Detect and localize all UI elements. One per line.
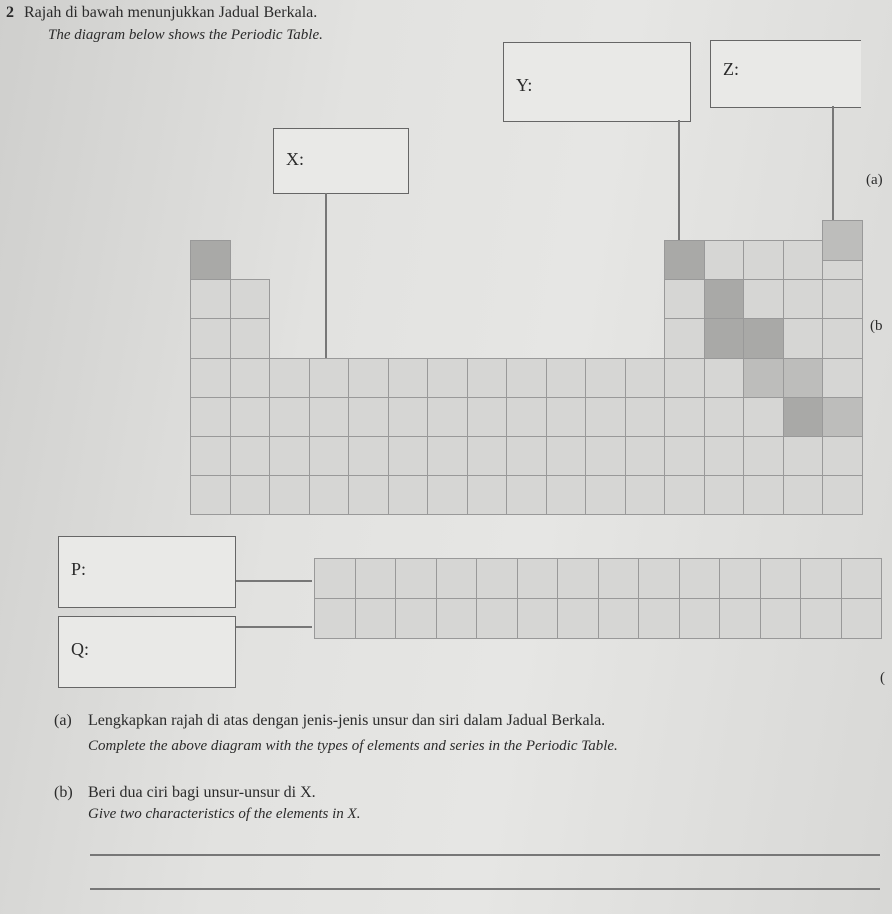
f-block-cell: [476, 558, 518, 599]
table-cell: [230, 279, 271, 319]
table-cell: [388, 397, 429, 437]
table-cell: [783, 475, 824, 515]
table-cell: [230, 397, 271, 437]
table-cell: [309, 397, 350, 437]
f-block-cell: [436, 598, 478, 639]
margin-label-b: (b: [870, 318, 883, 334]
f-block-cell: [760, 558, 802, 599]
margin-label-a: (a): [866, 172, 883, 188]
answer-box-y[interactable]: [503, 42, 691, 122]
table-cell: [664, 240, 705, 280]
table-cell: [743, 436, 784, 476]
f-block-cell: [638, 598, 680, 639]
table-cell: [230, 436, 271, 476]
table-cell: [743, 397, 784, 437]
table-cell: [506, 436, 547, 476]
label-p: P:: [71, 559, 87, 579]
label-y: Y:: [516, 75, 533, 95]
part-a-english: Complete the above diagram with the types of elements and series in the Periodic Table.: [88, 738, 618, 754]
table-cell: [190, 475, 231, 515]
answer-box-q[interactable]: [58, 616, 236, 688]
table-cell: [822, 318, 863, 358]
table-cell: [585, 358, 626, 398]
table-cell: [190, 397, 231, 437]
table-cell: [743, 318, 784, 358]
f-block-cell: [355, 598, 397, 639]
f-block-cell: [679, 558, 721, 599]
table-cell: [704, 279, 745, 319]
f-block-cell: [841, 598, 883, 639]
table-cell: [309, 358, 350, 398]
table-cell: [822, 475, 863, 515]
table-cell: [506, 358, 547, 398]
table-cell: [190, 240, 231, 280]
table-cell: [348, 436, 389, 476]
table-cell: [625, 358, 666, 398]
label-x: X:: [286, 149, 304, 169]
table-cell: [783, 397, 824, 437]
table-cell: [388, 436, 429, 476]
table-cell: [309, 436, 350, 476]
f-block-cell: [760, 598, 802, 639]
part-b-label: (b): [54, 784, 73, 801]
table-cell: [546, 358, 587, 398]
f-block-cell: [598, 558, 640, 599]
f-block-cell: [395, 558, 437, 599]
f-block-cell: [719, 558, 761, 599]
f-block-cell: [800, 558, 842, 599]
part-a-malay: Lengkapkan rajah di atas dengan jenis-jenis unsur dan siri dalam Jadual Berkala.: [88, 712, 606, 729]
table-cell: [743, 240, 784, 280]
f-block-cell: [679, 598, 721, 639]
answer-box-z[interactable]: [710, 40, 861, 108]
part-b-malay: Beri dua ciri bagi unsur-unsur di X.: [88, 784, 316, 801]
table-cell: [743, 279, 784, 319]
answer-box-p[interactable]: [58, 536, 236, 608]
table-cell: [664, 358, 705, 398]
table-cell: [348, 358, 389, 398]
table-cell: [625, 436, 666, 476]
table-cell: [704, 436, 745, 476]
table-cell: [230, 358, 271, 398]
f-block-cell: [355, 558, 397, 599]
table-cell: [743, 475, 784, 515]
f-block-cell: [476, 598, 518, 639]
table-cell: [467, 358, 508, 398]
f-block-cell: [557, 598, 599, 639]
table-cell: [625, 475, 666, 515]
table-cell: [783, 436, 824, 476]
table-cell: [822, 436, 863, 476]
table-cell: [269, 358, 310, 398]
table-cell: [783, 358, 824, 398]
table-cell: [546, 436, 587, 476]
question-title-english: The diagram below shows the Periodic Table.: [48, 27, 323, 43]
table-cell: [783, 240, 824, 280]
label-q: Q:: [71, 639, 89, 659]
part-a-label: (a): [54, 712, 72, 729]
f-block-cell: [598, 598, 640, 639]
f-block-cell: [557, 558, 599, 599]
table-cell: [704, 240, 745, 280]
table-cell: [822, 220, 863, 260]
table-cell: [743, 358, 784, 398]
f-block-cell: [517, 598, 559, 639]
f-block-cell: [436, 558, 478, 599]
table-cell: [427, 436, 468, 476]
table-cell: [348, 475, 389, 515]
table-cell: [704, 358, 745, 398]
table-cell: [190, 436, 231, 476]
table-cell: [625, 397, 666, 437]
table-cell: [506, 397, 547, 437]
table-cell: [190, 318, 231, 358]
table-cell: [822, 279, 863, 319]
table-cell: [783, 318, 824, 358]
table-cell: [427, 358, 468, 398]
table-cell: [309, 475, 350, 515]
table-cell: [664, 436, 705, 476]
table-cell: [704, 397, 745, 437]
table-cell: [388, 358, 429, 398]
table-cell: [664, 318, 705, 358]
answer-line-1[interactable]: [90, 854, 880, 856]
table-cell: [704, 318, 745, 358]
table-cell: [585, 436, 626, 476]
f-block-cell: [719, 598, 761, 639]
f-block-cell: [395, 598, 437, 639]
margin-label-c: (: [880, 670, 885, 686]
f-block-cell: [314, 598, 356, 639]
table-cell: [467, 397, 508, 437]
table-cell: [822, 358, 863, 398]
table-cell: [269, 475, 310, 515]
arrow-x: [325, 193, 327, 363]
table-cell: [348, 397, 389, 437]
question-number: 2: [6, 4, 14, 21]
table-cell: [427, 475, 468, 515]
f-block-cell: [841, 558, 883, 599]
table-cell: [269, 397, 310, 437]
answer-box-x[interactable]: [273, 128, 409, 194]
table-cell: [664, 397, 705, 437]
question-title-malay: Rajah di bawah menunjukkan Jadual Berkala.: [24, 4, 318, 21]
table-cell: [546, 397, 587, 437]
f-block-cell: [314, 558, 356, 599]
arrow-q: [236, 626, 312, 628]
label-z: Z:: [723, 59, 739, 79]
table-cell: [664, 475, 705, 515]
table-cell: [783, 279, 824, 319]
table-cell: [822, 397, 863, 437]
table-cell: [585, 397, 626, 437]
f-block-cell: [517, 558, 559, 599]
f-block-cell: [800, 598, 842, 639]
table-cell: [388, 475, 429, 515]
table-cell: [190, 279, 231, 319]
table-cell: [269, 436, 310, 476]
f-block-cell: [638, 558, 680, 599]
table-cell: [467, 475, 508, 515]
table-cell: [190, 358, 231, 398]
table-cell: [506, 475, 547, 515]
table-cell: [546, 475, 587, 515]
answer-line-2[interactable]: [90, 888, 880, 890]
table-cell: [664, 279, 705, 319]
table-cell: [704, 475, 745, 515]
table-cell: [230, 318, 271, 358]
table-cell: [585, 475, 626, 515]
part-b-english: Give two characteristics of the elements in X.: [88, 806, 361, 822]
table-cell: [230, 475, 271, 515]
arrow-p: [236, 580, 312, 582]
table-cell: [467, 436, 508, 476]
table-cell: [427, 397, 468, 437]
